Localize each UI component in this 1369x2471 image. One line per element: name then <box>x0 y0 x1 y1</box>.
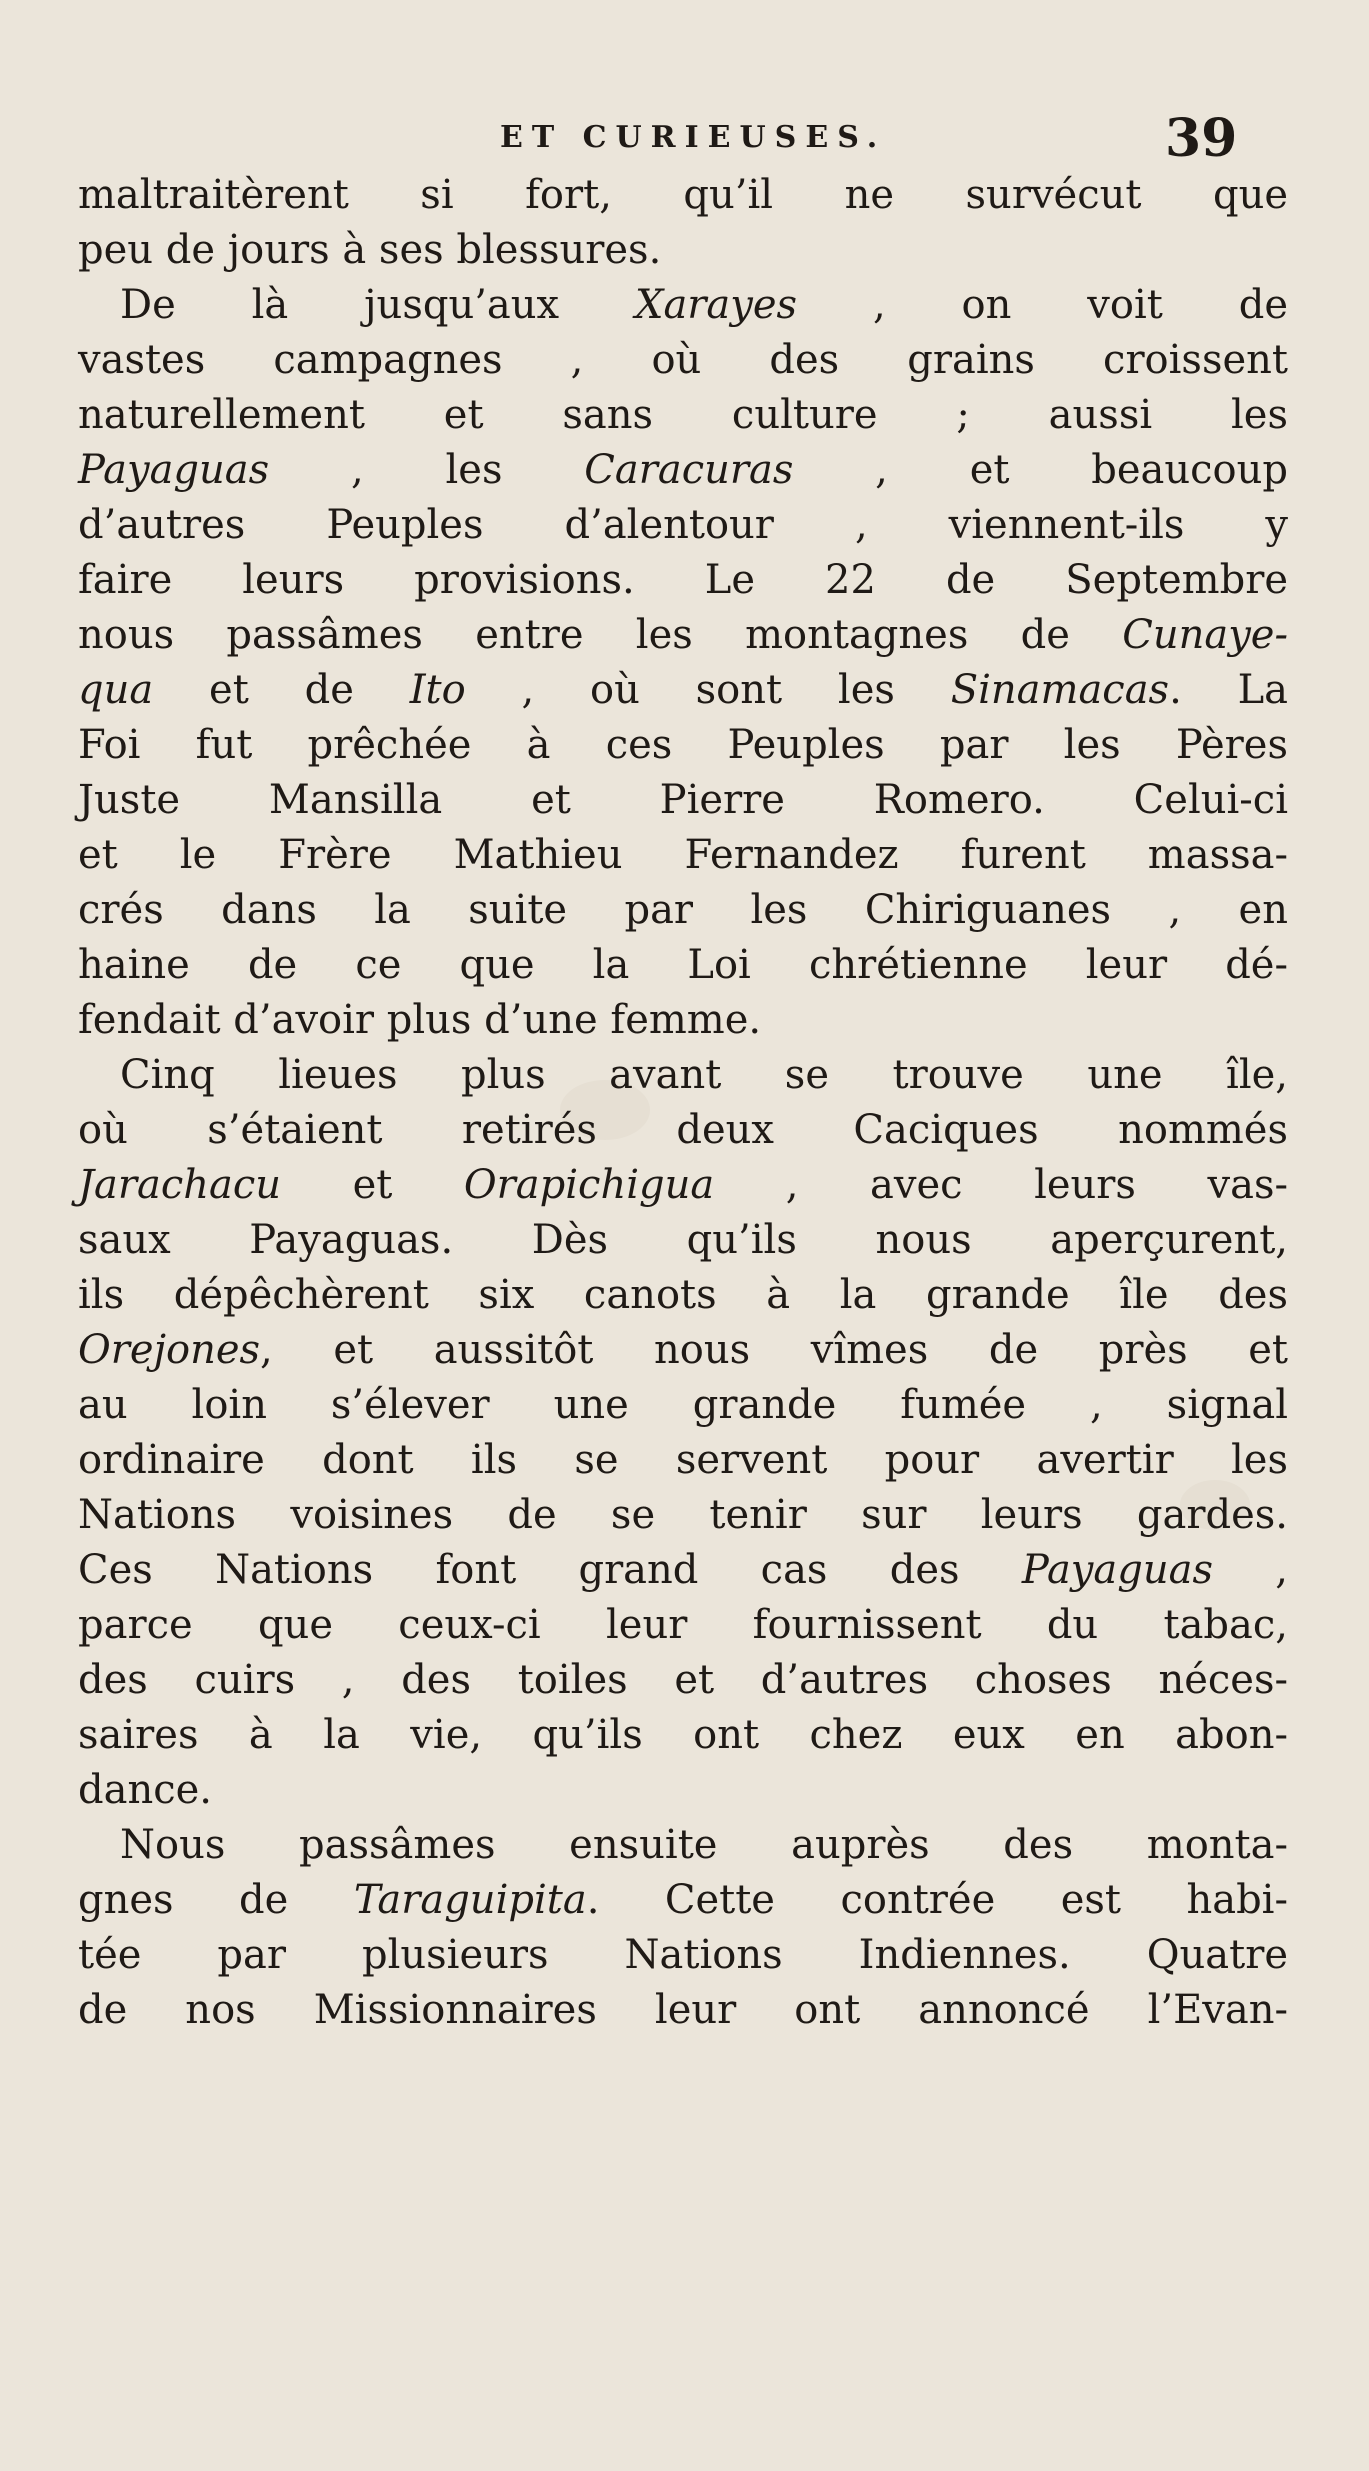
text-segment: de nos Missionnaires leur ont annoncé l’Evan- <box>78 1987 1288 2033</box>
text-segment: ordinaire dont ils se servent pour avertir les <box>78 1437 1288 1483</box>
text-segment: fendait d’avoir plus d’une femme. <box>78 997 762 1043</box>
text-segment: De là jusqu’aux <box>120 282 635 328</box>
text-segment: parce que ceux-ci leur fournissent du tabac, <box>78 1602 1288 1648</box>
text-line <box>78 223 1288 278</box>
text-segment: saux Payaguas. Dès qu’ils nous aperçurent, <box>78 1217 1288 1263</box>
text-line <box>78 553 1288 608</box>
text-line <box>78 1708 1288 1763</box>
text-line <box>78 663 1288 718</box>
text-line <box>78 388 1288 443</box>
text-line <box>78 1048 1288 1103</box>
italic-segment: Ito <box>409 667 466 713</box>
text-line <box>78 333 1288 388</box>
text-line <box>78 1598 1288 1653</box>
italic-segment: Taraguipita <box>353 1877 587 1923</box>
text-segment: maltraitèrent si fort, qu’il ne survécut que <box>78 172 1288 218</box>
text-segment: Juste Mansilla et Pierre Romero. Celui-ci <box>78 777 1288 823</box>
text-segment: tée par plusieurs Nations Indiennes. Quatre <box>78 1932 1288 1978</box>
text-segment: , les <box>269 447 585 493</box>
italic-segment: Jarachacu <box>78 1162 282 1208</box>
text-segment: des cuirs , des toiles et d’autres choses néces- <box>78 1657 1288 1703</box>
italic-segment: Xarayes <box>634 282 798 328</box>
text-segment: , et aussitôt nous vîmes de près et <box>260 1327 1288 1373</box>
text-segment: . La <box>1169 667 1289 713</box>
text-segment: crés dans la suite par les Chiriguanes , en <box>78 887 1288 933</box>
text-segment: au loin s’élever une grande fumée , signal <box>78 1382 1288 1428</box>
text-line <box>78 1653 1288 1708</box>
text-segment: haine de ce que la Loi chrétienne leur dé- <box>78 942 1288 988</box>
text-segment: d’autres Peuples d’alentour , viennent-ils y <box>78 502 1288 548</box>
text-segment: , où sont les <box>465 667 951 713</box>
text-segment: Ces Nations font grand cas des <box>78 1547 1022 1593</box>
text-line <box>78 168 1288 223</box>
text-segment: Cinq lieues plus avant se trouve une île, <box>120 1052 1288 1098</box>
text-line <box>78 1873 1288 1928</box>
text-line <box>78 1268 1288 1323</box>
text-line <box>78 1818 1288 1873</box>
page-number: 39 <box>1165 108 1238 169</box>
text-segment: gnes de <box>78 1877 354 1923</box>
text-line <box>78 608 1288 663</box>
text-line <box>78 1928 1288 1983</box>
text-line <box>78 1213 1288 1268</box>
text-segment: nous passâmes entre les montagnes de <box>78 612 1123 658</box>
text-segment: , <box>1212 1547 1288 1593</box>
body-text <box>78 168 1288 2038</box>
text-segment: . Cette contrée est habi- <box>586 1877 1288 1923</box>
text-segment: et de <box>153 667 410 713</box>
italic-segment: Payaguas <box>1021 1547 1213 1593</box>
text-line <box>78 1433 1288 1488</box>
text-line <box>78 828 1288 883</box>
text-segment: Foi fut prêchée à ces Peuples par les Pères <box>78 722 1288 768</box>
text-line <box>78 883 1288 938</box>
text-segment: saires à la vie, qu’ils ont chez eux en abon- <box>78 1712 1288 1758</box>
text-line <box>78 718 1288 773</box>
text-line <box>78 1763 1288 1818</box>
text-line <box>78 938 1288 993</box>
italic-segment: qua <box>78 667 154 713</box>
italic-segment: Payaguas <box>78 447 270 493</box>
text-line <box>78 1488 1288 1543</box>
text-segment: et <box>281 1162 464 1208</box>
text-segment: naturellement et sans culture ; aussi les <box>78 392 1288 438</box>
text-segment: , on voit de <box>797 282 1288 328</box>
text-line <box>78 1983 1288 2038</box>
text-line <box>78 1378 1288 1433</box>
italic-segment: Orapichigua <box>463 1162 715 1208</box>
text-line <box>78 498 1288 553</box>
text-segment: peu de jours à ses blessures. <box>78 227 662 273</box>
text-segment: , avec leurs vas- <box>714 1162 1288 1208</box>
italic-segment: Orejones <box>78 1327 261 1373</box>
text-line <box>78 1103 1288 1158</box>
italic-segment: Cunaye- <box>1122 612 1288 658</box>
text-segment: où s’étaient retirés deux Caciques nommés <box>78 1107 1288 1153</box>
text-segment: , et beaucoup <box>793 447 1288 493</box>
text-line <box>78 993 1288 1048</box>
text-segment: dance. <box>78 1767 213 1813</box>
text-line <box>78 773 1288 828</box>
page-header <box>0 108 1369 168</box>
running-head: ET CURIEUSES. <box>500 120 887 155</box>
text-segment: Nous passâmes ensuite auprès des monta- <box>120 1822 1288 1868</box>
italic-segment: Sinamacas <box>950 667 1170 713</box>
text-segment: ils dépêchèrent six canots à la grande île des <box>78 1272 1288 1318</box>
text-line <box>78 1543 1288 1598</box>
text-segment: Nations voisines de se tenir sur leurs gardes. <box>78 1492 1288 1538</box>
italic-segment: Caracuras <box>584 447 794 493</box>
text-line <box>78 443 1288 498</box>
text-segment: et le Frère Mathieu Fernandez furent massa- <box>78 832 1288 878</box>
text-line <box>78 1158 1288 1213</box>
text-segment: vastes campagnes , où des grains croissent <box>78 337 1288 383</box>
text-line <box>78 278 1288 333</box>
text-line <box>78 1323 1288 1378</box>
text-segment: faire leurs provisions. Le 22 de Septembre <box>78 557 1288 603</box>
